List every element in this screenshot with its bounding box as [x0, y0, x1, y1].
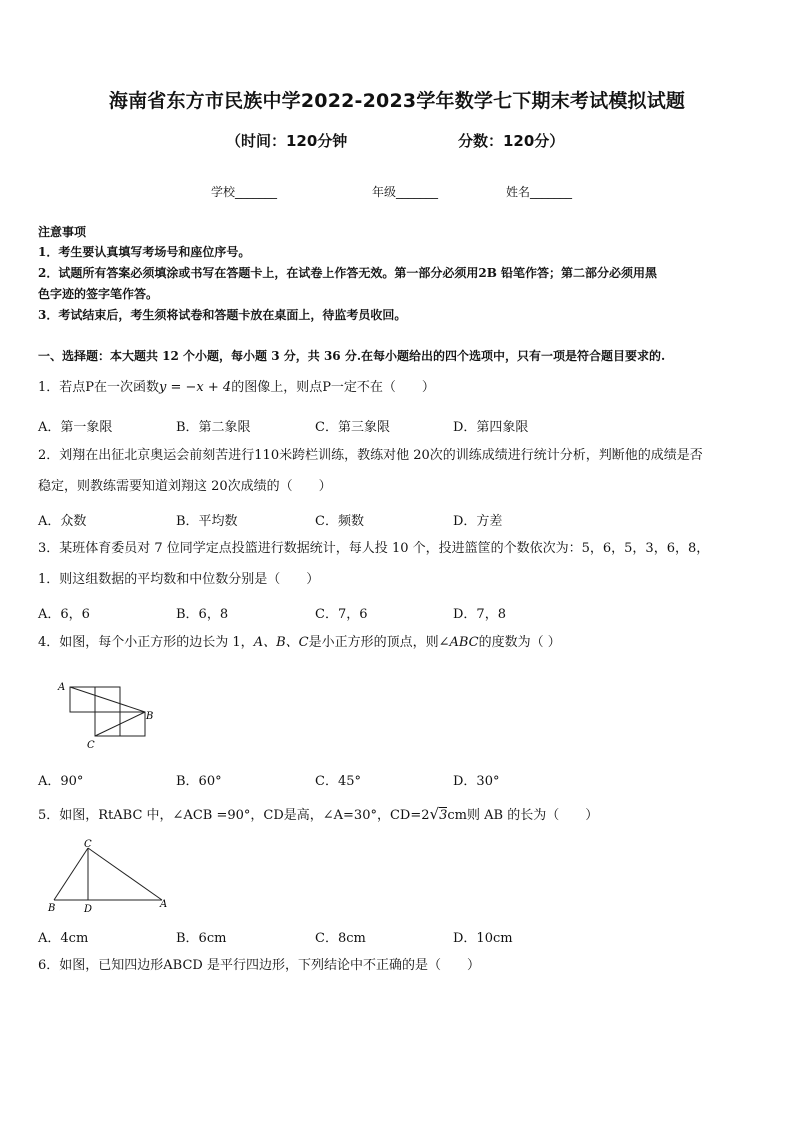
option-b: B．第二象限 — [176, 420, 251, 435]
notice-item: 2．试题所有答案必须填涂或书写在答题卡上，在试卷上作答无效。第一部分必须用2B 铅笔作答；第二部分必须用黑 — [38, 266, 658, 280]
label-b: B — [146, 711, 154, 722]
name-field: 姓名_______ — [506, 185, 573, 199]
option-c: C．第三象限 — [315, 420, 390, 435]
question-2-cont: 稳定，则教练需要知道刘翔这 20次成绩的（ ） — [38, 479, 332, 494]
notice-item: 3．考试结束后，考生须将试卷和答题卡放在桌面上，待监考员收回。 — [38, 308, 407, 322]
option-b: B．60° — [176, 774, 222, 789]
label-c: C — [84, 839, 92, 850]
option-b: B．平均数 — [176, 514, 238, 529]
label-a: A — [58, 682, 66, 693]
option-a: A．6，6 — [38, 607, 90, 622]
notice-heading: 注意事项 — [38, 225, 87, 239]
option-d: D．7，8 — [453, 607, 506, 622]
segment-cb — [54, 848, 88, 900]
page-title: 海南省东方市民族中学2022-2023学年数学七下期末考试模拟试题 — [108, 90, 686, 112]
option-d: D．30° — [453, 774, 500, 789]
question-5-text: 5．如图，RtABC 中，∠ACB =90°，CD是高，∠A=30°，CD= — [38, 808, 422, 823]
option-a: A．第一象限 — [38, 420, 113, 435]
question-4-text: 4．如图，每个小正方形的边长为 1， — [38, 635, 254, 650]
triangle-figure — [42, 838, 182, 918]
option-d: D．10cm — [453, 931, 513, 946]
exam-score: 分数：120分） — [458, 132, 565, 150]
notice-item: 色字迹的签字笔作答。 — [38, 287, 159, 301]
school-field: 学校_______ — [211, 185, 278, 199]
question-1-text: 1．若点P在一次函数 — [38, 380, 160, 395]
question-4-tail: 的度数为（ ） — [478, 635, 561, 650]
segment-ab — [70, 687, 145, 712]
radical-expression: 2√3 — [421, 805, 448, 823]
grid-figure — [54, 676, 164, 756]
option-c: C．8cm — [315, 931, 366, 946]
question-4-mid: 是小正方形的顶点，则∠ — [308, 635, 450, 650]
notice-item: 1．考生要认真填写考场号和座位序号。 — [38, 245, 251, 259]
exam-time: （时间：120分钟 — [226, 132, 348, 150]
question-4-angle: ABC — [449, 635, 479, 650]
option-a: A．众数 — [38, 514, 87, 529]
grade-field: 年级_______ — [372, 185, 439, 199]
label-d: D — [84, 904, 93, 915]
label-c: C — [87, 740, 95, 751]
question-3-cont: 1．则这组数据的平均数和中位数分别是（ ） — [38, 572, 320, 587]
option-c: C．频数 — [315, 514, 364, 529]
option-c: C．7，6 — [315, 607, 368, 622]
question-5-tail: cm则 AB 的长为（ ） — [447, 808, 599, 823]
question-3: 3．某班体育委员对 7 位同学定点投篮进行数据统计，每人投 10 个，投进篮筐的个数依次为：5，6，5，3，6，8， — [38, 541, 710, 556]
question-4-points: A、B、C — [253, 635, 309, 650]
segment-ca — [88, 848, 162, 900]
label-b: B — [48, 903, 56, 914]
option-d: D．方差 — [453, 514, 503, 529]
section-heading: 一、选择题：本大题共 12 个小题，每小题 3 分，共 36 分.在每小题给出的四个选项中，只有一项是符合题目要求的. — [38, 349, 666, 363]
label-a: A — [160, 899, 168, 910]
question-1-formula: y = −x + 4 — [159, 380, 232, 395]
option-c: C．45° — [315, 774, 361, 789]
option-d: D．第四象限 — [453, 420, 529, 435]
option-b: B．6，8 — [176, 607, 229, 622]
question-1 — [38, 380, 435, 396]
option-b: B．6cm — [176, 931, 227, 946]
question-2: 2．刘翔在出征北京奥运会前刻苦进行110米跨栏训练，教练对他 20次的训练成绩进行统计分析，判断他的成绩是否 — [38, 448, 703, 463]
question-6: 6．如图，已知四边形ABCD 是平行四边形，下列结论中不正确的是（ ） — [38, 958, 480, 973]
question-4 — [38, 635, 561, 651]
option-a: A．90° — [38, 774, 84, 789]
option-a: A．4cm — [38, 931, 89, 946]
question-1-tail: 的图像上，则点P一定不在（ ） — [231, 380, 435, 395]
question-5 — [38, 806, 598, 824]
